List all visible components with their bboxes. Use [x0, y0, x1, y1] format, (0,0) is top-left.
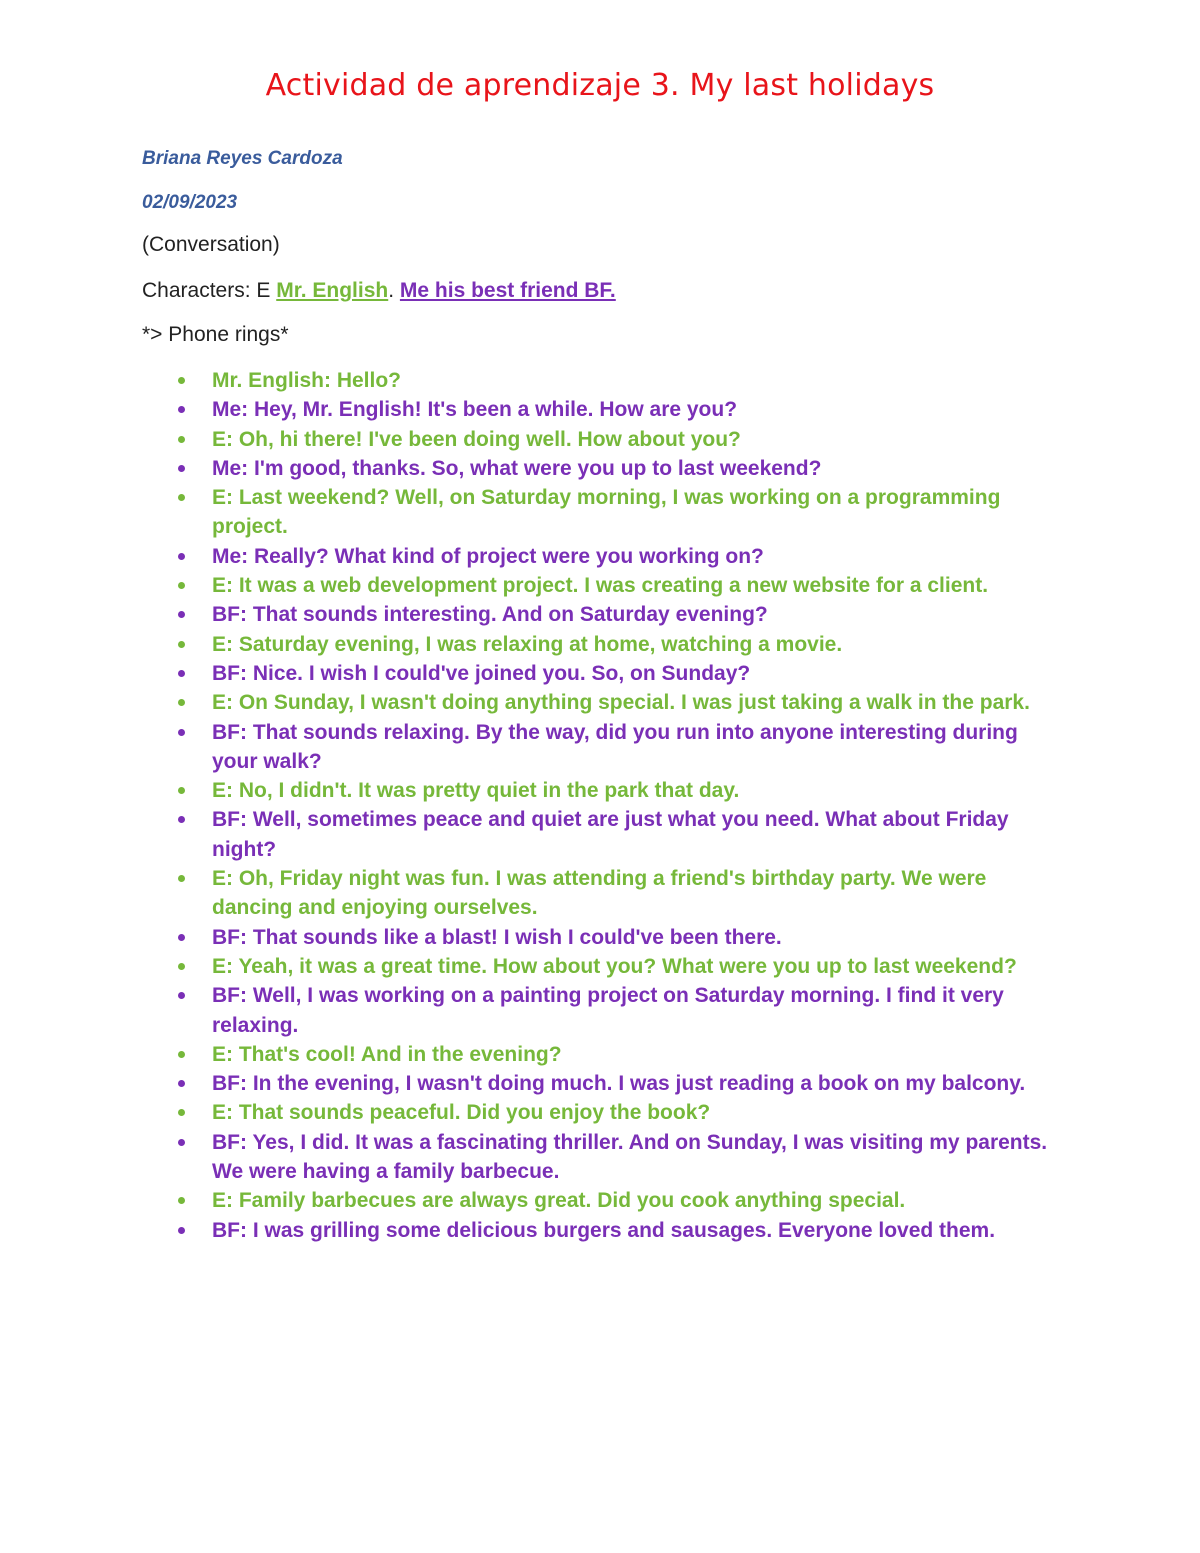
dialogue-line — [142, 1186, 1062, 1215]
bullet-icon — [178, 1139, 185, 1146]
conversation-label: (Conversation) — [142, 233, 280, 256]
dialogue-text: E: Oh, hi there! I've been doing well. How about you? — [212, 427, 741, 451]
dialogue-text: E: That's cool! And in the evening? — [212, 1042, 562, 1066]
dialogue-text: BF: I was grilling some delicious burgers and sausages. Everyone loved them. — [212, 1218, 996, 1242]
bullet-icon — [178, 377, 185, 384]
dialogue-line — [142, 952, 1062, 981]
dialogue-line — [142, 1040, 1062, 1069]
bullet-icon — [178, 611, 185, 618]
dialogue-text: Me: I'm good, thanks. So, what were you up to last weekend? — [212, 456, 822, 480]
dialogue-text: E: Oh, Friday night was fun. I was attending a friend's birthday party. We were dancing and enjoying ourselves. — [212, 867, 987, 920]
characters-line — [142, 279, 616, 303]
dialogue-text: BF: Well, sometimes peace and quiet are just what you need. What about Friday night? — [212, 808, 1009, 861]
dialogue-text: BF: Yes, I did. It was a fascinating thriller. And on Sunday, I was visiting my parents. We were having a family barbecue. — [212, 1130, 1048, 1184]
bullet-icon — [178, 875, 185, 882]
bullet-icon — [178, 729, 185, 736]
bullet-icon — [178, 670, 185, 677]
character-bf-name: Me his best friend BF. — [399, 279, 616, 302]
dialogue-line — [142, 718, 1062, 777]
dialogue-line — [142, 1069, 1062, 1098]
dialogue-text: E: Yeah, it was a great time. How about you? What were you up to last weekend? — [212, 954, 1017, 978]
bullet-icon — [178, 582, 185, 589]
bullet-icon — [178, 963, 185, 970]
bullet-icon — [178, 553, 185, 560]
bullet-icon — [178, 1197, 185, 1204]
dialogue-line — [142, 425, 1062, 454]
dialogue-line — [142, 1098, 1062, 1127]
dialogue-line — [142, 659, 1062, 688]
dialogue-line — [142, 454, 1062, 483]
bullet-icon — [178, 465, 185, 472]
dialogue-text: E: No, I didn't. It was pretty quiet in the park that day. — [212, 779, 740, 803]
dialogue-line — [142, 571, 1062, 600]
dialogue-line — [142, 864, 1062, 923]
dialogue-line — [142, 395, 1062, 424]
dialogue-line — [142, 981, 1062, 1040]
dialogue-text: E: That sounds peaceful. Did you enjoy the book? — [212, 1101, 711, 1125]
document-date: 02/09/2023 — [142, 192, 238, 213]
dialogue-text: BF: In the evening, I wasn't doing much. I was just reading a book on my balcony. — [212, 1072, 1026, 1096]
bullet-icon — [178, 1080, 185, 1087]
dialogue-text: E: It was a web development project. I was creating a new website for a client. — [212, 574, 989, 598]
dialogue-line — [142, 805, 1062, 864]
dialogue-list — [142, 366, 1062, 1245]
bullet-icon — [178, 787, 185, 794]
dialogue-text: E: Family barbecues are always great. Did you cook anything special. — [212, 1189, 906, 1213]
dialogue-text: Mr. English: Hello? — [212, 369, 402, 392]
dialogue-line — [142, 542, 1062, 571]
bullet-icon — [178, 992, 185, 999]
bullet-icon — [178, 816, 185, 823]
dialogue-line — [142, 1216, 1062, 1245]
bullet-icon — [178, 406, 185, 413]
phone-rings-line: *> Phone rings* — [142, 323, 289, 346]
dialogue-text: BF: Well, I was working on a painting project on Saturday morning. I find it very relaxing. — [212, 984, 1004, 1037]
author-name: Briana Reyes Cardoza — [142, 148, 343, 169]
dialogue-line — [142, 630, 1062, 659]
bullet-icon — [178, 494, 185, 501]
characters-prefix: Characters: E — [142, 279, 277, 302]
bullet-icon — [178, 1051, 185, 1058]
document-title: Actividad de aprendizaje 3. My last holidays — [265, 68, 935, 103]
bullet-icon — [178, 641, 185, 648]
dialogue-text: Me: Hey, Mr. English! It's been a while. How are you? — [212, 398, 738, 422]
bullet-icon — [178, 1109, 185, 1116]
dialogue-text: BF: That sounds like a blast! I wish I could've been there. — [212, 925, 782, 949]
dialogue-text: E: Last weekend? Well, on Saturday morning, I was working on a programming project. — [212, 486, 1001, 539]
dialogue-text: E: Saturday evening, I was relaxing at home, watching a movie. — [212, 632, 843, 656]
dialogue-line — [142, 688, 1062, 717]
dialogue-line — [142, 923, 1062, 952]
dialogue-line — [142, 1128, 1062, 1187]
bullet-icon — [178, 1227, 185, 1234]
dialogue-text: Me: Really? What kind of project were you working on? — [212, 544, 764, 568]
character-e-name: Mr. English — [276, 279, 389, 302]
bullet-icon — [178, 699, 185, 706]
dialogue-text: BF: That sounds relaxing. By the way, did you run into anyone interesting during your walk? — [212, 720, 1018, 773]
bullet-icon — [178, 934, 185, 941]
dialogue-line — [142, 483, 1062, 542]
dialogue-text: BF: Nice. I wish I could've joined you. So, on Sunday? — [212, 661, 751, 685]
dialogue-line — [142, 366, 1062, 395]
bullet-icon — [178, 436, 185, 443]
dialogue-text: E: On Sunday, I wasn't doing anything special. I was just taking a walk in the park. — [212, 691, 1030, 715]
dialogue-text: BF: That sounds interesting. And on Saturday evening? — [212, 603, 768, 627]
dialogue-line — [142, 776, 1062, 805]
characters-separator: . — [388, 279, 400, 302]
dialogue-line — [142, 600, 1062, 629]
